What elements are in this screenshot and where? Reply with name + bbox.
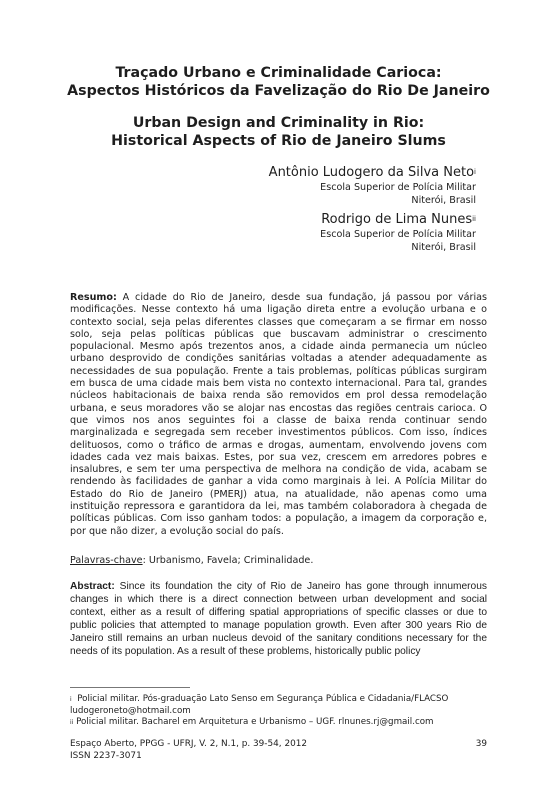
abstract-en-text: Since its foundation the city of Rio de Janeiro has gone through innumerous changes in which there is a direct connection between urban development and social context, either as a result of differing spatial appropriations of specific classes or due to public policies that attempted to manage population growth. Even after 300 years Rio de Janeiro still remains an urban nucleus devoid of the sanitary conditions necessary for the needs of its population. As a result of these problems, historically public policy <box>70 581 487 657</box>
footnote-mark: i <box>474 168 476 176</box>
author-name: Antônio Ludogero da Silva Neto$^i$ <box>268 165 476 180</box>
footnote-mark: ii <box>472 215 476 223</box>
footnote-2: $^{ii}$ Policial militar. Bacharel em Arquitetura e Urbanismo – UGF. rlnunes.rj@gmail.com <box>70 717 434 727</box>
keywords-label: Palavras-chave <box>70 555 143 566</box>
author-affiliation: Escola Superior de Polícia Militar <box>320 229 476 240</box>
keywords-text: : Urbanismo, Favela; Criminalidade. <box>142 555 314 566</box>
page-footer <box>70 739 487 762</box>
author-1 <box>269 165 476 207</box>
footnote-divider <box>70 687 190 688</box>
title-english <box>0 114 557 150</box>
page-number: 39 <box>475 739 487 749</box>
title-portuguese <box>0 64 557 100</box>
abstract-en-label: Abstract: <box>70 581 115 592</box>
author-location: Niterói, Brasil <box>411 195 476 206</box>
issn: ISSN 2237-3071 <box>70 750 142 761</box>
abstract-pt-label: Resumo: <box>70 292 117 303</box>
footnote-1-line-1: $^i$ Policial militar. Pós-graduação Lato Senso em Segurança Pública e Cidadania/FLACSO <box>70 694 449 704</box>
author-affiliation: Escola Superior de Polícia Militar <box>320 182 476 193</box>
keywords <box>70 555 487 567</box>
author-2 <box>320 212 476 254</box>
title-pt-line-1: Traçado Urbano e Criminalidade Carioca: <box>115 65 442 81</box>
title-pt-line-2: Aspectos Históricos da Favelização do Rio De Janeiro <box>67 83 490 99</box>
footnote-1-line-2: ludogeroneto@hotmail.com <box>70 705 191 716</box>
footnotes <box>70 694 487 729</box>
author-location: Niterói, Brasil <box>411 242 476 253</box>
abstract-english <box>70 580 487 658</box>
journal-citation: Espaço Aberto, PPGG - UFRJ, V. 2, N.1, p. 39-54, 2012 <box>70 739 308 749</box>
title-en-line-1: Urban Design and Criminality in Rio: <box>132 115 425 131</box>
abstract-pt-text: A cidade do Rio de Janeiro, desde sua fundação, já passou por várias modificações. Nesse contexto há uma ligação direta entre a evolução urbana e o contexto social, seja pelas diferentes classes que começaram a se firmar em nosso solo, seja pelas políticas públicas que buscavam administrar o crescimento populacional. Mesmo após trezentos anos, a cidade ainda permanecia um núcleo urbano desprovido de condições sanitárias voltadas a atender adequadamente as necessidades de sua população. Frente a tais problemas, políticas públicas surgiram em busca de uma cidade mais bem vista no contexto internacional. Para tal, grandes núcleos habitacionais de baixa renda são removidos em prol dessa remodelação urbana, e seus moradores vão se alojar nas encostas das regiões centrais carioca. O que vimos nos anos seguintes foi a classe de baixa renda continuar sendo marginalizada e segregada sem receber investimentos públicos. Com isso, índices delituosos, como o tráfico de armas e drogas, aumentam, envolvendo jovens com idades cada vez mais baixas. Estes, por sua vez, crescem em arredores pobres e insalubres, e sem ter uma perspectiva de melhora na condição de vida, acabam se rendendo às facilidades de ganhar a vida como marginais à lei. A Polícia Militar do Estado do Rio de Janeiro (PMERJ) atua, na atualidade, não apenas como uma instituição repressora e garantidora da lei, mas também colaboradora à chegada de políticas públicas. Com isso ganham todos: a população, a imagem da corporação e, por que não dizer, a evolução social do país. <box>70 292 487 537</box>
abstract-portuguese <box>70 292 487 538</box>
author-name: Rodrigo de Lima Nunes$^{ii}$ <box>321 212 476 227</box>
title-en-line-2: Historical Aspects of Rio de Janeiro Slums <box>111 133 446 149</box>
